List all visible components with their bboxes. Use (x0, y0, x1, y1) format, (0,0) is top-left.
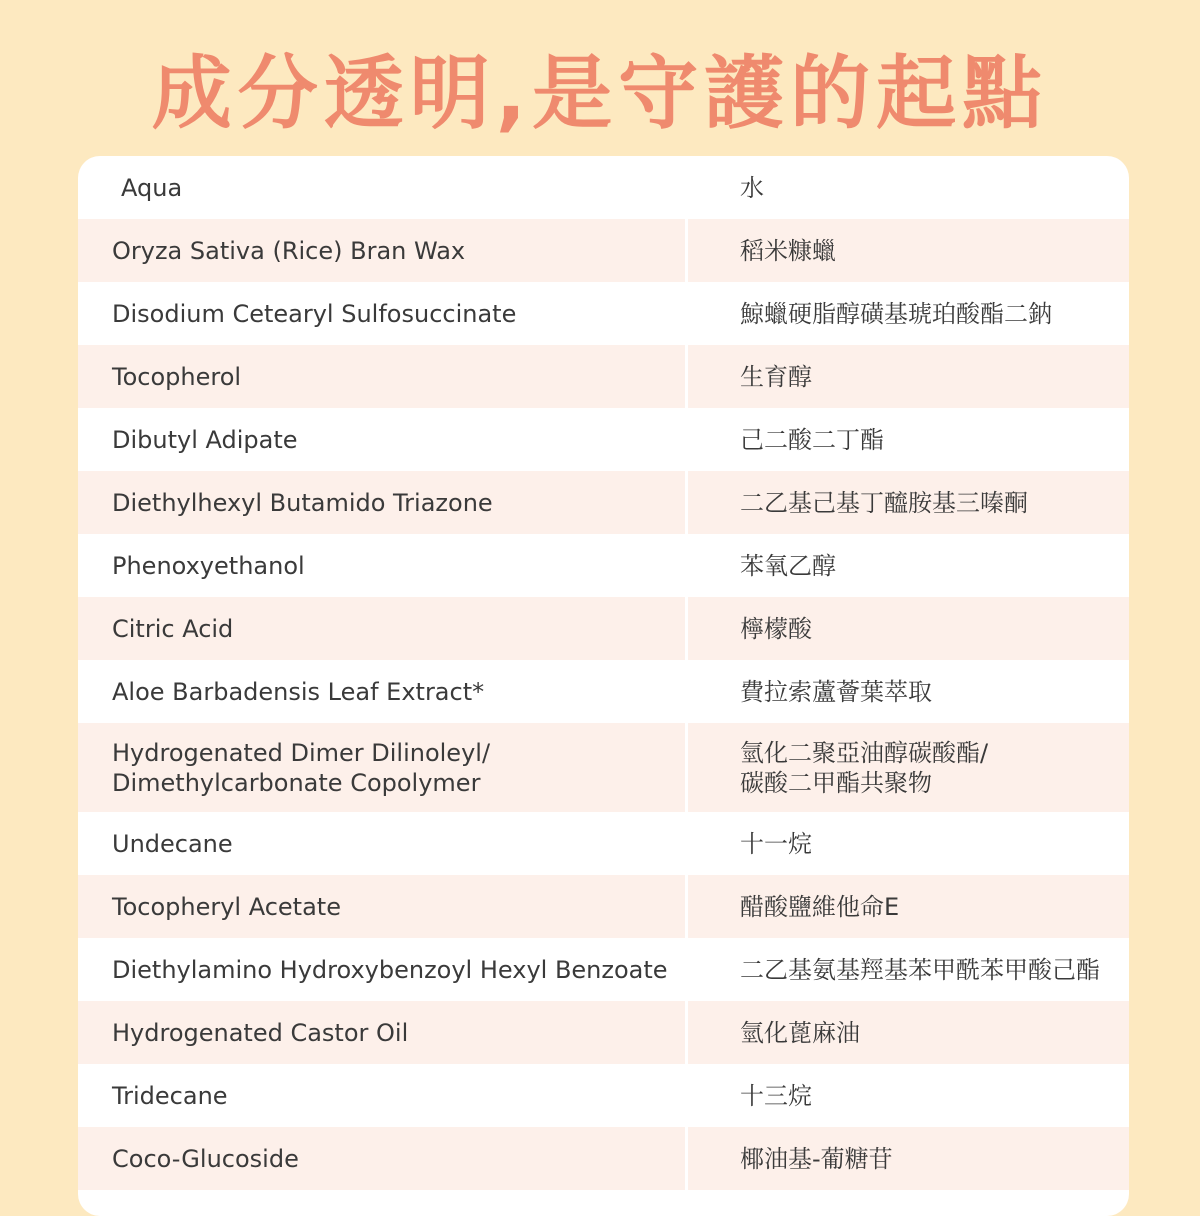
ingredient-name-zh: 椰油基-葡糖苷 (688, 1127, 1129, 1190)
ingredients-card (78, 156, 1129, 1216)
ingredient-name-zh: 費拉索蘆薈葉萃取 (740, 677, 932, 706)
ingredient-name-zh: 鯨蠟硬脂醇磺基琥珀酸酯二鈉 (740, 299, 1052, 328)
table-row (78, 156, 1129, 219)
ingredient-name-en: Dibutyl Adipate (112, 425, 298, 454)
ingredient-name-en: Citric Acid (78, 597, 685, 660)
table-row (78, 723, 1129, 812)
ingredient-name-zh: 醋酸鹽維他命E (688, 875, 1129, 938)
table-row (78, 282, 1129, 345)
table-row (78, 471, 1129, 534)
ingredient-name-zh: 氫化蓖麻油 (688, 1001, 1129, 1064)
table-row (78, 534, 1129, 597)
ingredients-table (78, 156, 1129, 1190)
ingredient-name-zh: 水 (740, 173, 764, 202)
table-row (78, 812, 1129, 875)
ingredient-name-zh: 二乙基氨基羥基苯甲酰苯甲酸己酯 (740, 955, 1100, 984)
table-row (78, 219, 1129, 282)
table-row (78, 345, 1129, 408)
ingredient-name-en: Hydrogenated Castor Oil (78, 1001, 685, 1064)
table-row (78, 1064, 1129, 1127)
ingredient-name-en: Phenoxyethanol (112, 551, 305, 580)
ingredient-name-en: Aqua (121, 173, 183, 202)
ingredient-name-en: Tocopherol (78, 345, 685, 408)
ingredient-name-zh: 檸檬酸 (688, 597, 1129, 660)
ingredient-name-en: Hydrogenated Dimer Dilinoleyl/ Dimethylcarbonate Copolymer (78, 723, 685, 812)
table-row (78, 938, 1129, 1001)
table-row (78, 660, 1129, 723)
table-row (78, 408, 1129, 471)
ingredient-name-en: Coco-Glucoside (78, 1127, 685, 1190)
ingredient-name-zh: 十三烷 (740, 1081, 812, 1110)
ingredient-name-zh: 生育醇 (688, 345, 1129, 408)
ingredient-name-en: Aloe Barbadensis Leaf Extract* (112, 677, 485, 706)
ingredient-name-en: Undecane (112, 829, 233, 858)
ingredient-name-en: Diethylamino Hydroxybenzoyl Hexyl Benzoate (112, 955, 668, 984)
ingredient-name-zh: 己二酸二丁酯 (740, 425, 884, 454)
ingredient-name-en: Diethylhexyl Butamido Triazone (78, 471, 685, 534)
ingredient-name-en: Oryza Sativa (Rice) Bran Wax (78, 219, 685, 282)
ingredient-name-zh: 十一烷 (740, 829, 812, 858)
table-row (78, 875, 1129, 938)
ingredient-name-zh: 氫化二聚亞油醇碳酸酯/ 碳酸二甲酯共聚物 (688, 723, 1129, 812)
ingredient-name-en: Tocopheryl Acetate (78, 875, 685, 938)
ingredient-name-en: Tridecane (112, 1081, 228, 1110)
table-row (78, 1127, 1129, 1190)
table-row (78, 597, 1129, 660)
ingredient-name-zh: 稻米糠蠟 (688, 219, 1129, 282)
ingredient-name-en: Disodium Cetearyl Sulfosuccinate (112, 299, 517, 328)
page-title: 成分透明,是守護的起點 (151, 47, 1049, 140)
ingredient-name-zh: 二乙基己基丁醯胺基三嗪酮 (688, 471, 1129, 534)
table-row (78, 1001, 1129, 1064)
ingredient-name-zh: 苯氧乙醇 (740, 551, 836, 580)
